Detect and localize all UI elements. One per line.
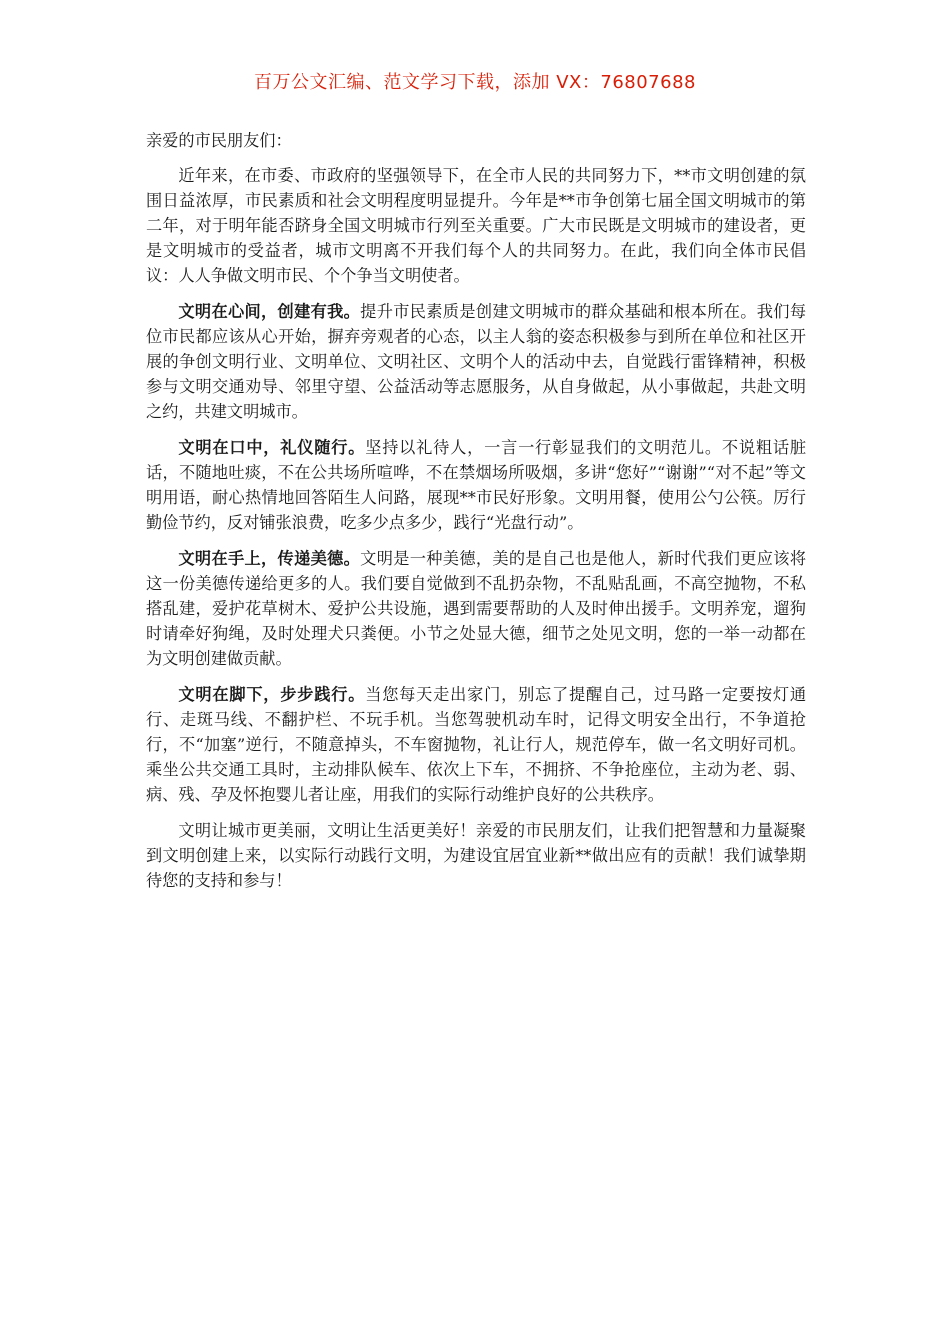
intro-paragraph: 近年来，在市委、市政府的坚强领导下，在全市人民的共同努力下，**市文明创建的氛围日益浓厚，市民素质和社会文明程度明显提升。今年是**市争创第七届全国文明城市的第二年，对于明年能否跻身全国文明城市行列至关重要。广大市民既是文明城市的建设者，更是文明城市的受益者，城市文明离不开我们每个人的共同努力。在此，我们向全体市民倡议：人人争做文明市民、个个争当文明使者。	[146, 166, 806, 285]
letter-body	[146, 128, 806, 904]
closing-paragraph: 文明让城市更美丽，文明让生活更美好！亲爱的市民朋友们，让我们把智慧和力量凝聚到文明创建上来，以实际行动践行文明，为建设宜居宜业新**做出应有的贡献！我们诚挚期待您的支持和参与！	[146, 821, 806, 890]
section-lead: 文明在心间，创建有我。	[178, 302, 361, 321]
header-watermark-text: 百万公文汇编、范文学习下载，添加 VX：76807688	[254, 72, 696, 93]
section-lead: 文明在口中，礼仪随行。	[178, 438, 366, 457]
section-body: 提升市民素质是创建文明城市的群众基础和根本所在。我们每位市民都应该从心开始，摒弃旁观者的心态，以主人翁的姿态积极参与到所在单位和社区开展的争创文明行业、文明单位、文明社区、文明个人的活动中去，自觉践行雷锋精神，积极参与文明交通劝导、邻里守望、公益活动等志愿服务，从自身做起，从小事做起，共赴文明之约，共建文明城市。	[146, 302, 807, 421]
salutation: 亲爱的市民朋友们：	[146, 131, 292, 150]
section-paragraph-hands	[146, 546, 806, 671]
section-paragraph-feet	[146, 682, 806, 807]
section-body: 文明是一种美德，美的是自己也是他人，新时代我们更应该将这一份美德传递给更多的人。我们要自觉做到不乱扔杂物，不乱贴乱画，不高空抛物，不私搭乱建，爱护花草树木、爱护公共设施，遇到需要帮助的人及时伸出援手。文明养宠，遛狗时请牵好狗绳，及时处理犬只粪便。小节之处显大德，细节之处见文明，您的一举一动都在为文明创建做贡献。	[146, 549, 807, 668]
section-lead: 文明在手上，传递美德。	[178, 549, 361, 568]
section-paragraph-heart	[146, 299, 806, 424]
section-body: 当您每天走出家门，别忘了提醒自己，过马路一定要按灯通行、走斑马线、不翻护栏、不玩手机。当您驾驶机动车时，记得文明安全出行，不争道抢行，不“加塞”逆行，不随意掉头，不车窗抛物，礼让行人，规范停车，做一名文明好司机。乘坐公共交通工具时，主动排队候车、依次上下车，不拥挤、不争抢座位，主动为老、弱、病、残、孕及怀抱婴儿者让座，用我们的实际行动维护良好的公共秩序。	[146, 685, 807, 804]
section-lead: 文明在脚下，步步践行。	[178, 685, 366, 704]
section-paragraph-speech	[146, 435, 806, 535]
section-body: 坚持以礼待人，一言一行彰显我们的文明范儿。不说粗话脏话，不随地吐痰，不在公共场所喧哗，不在禁烟场所吸烟，多讲“您好”“谢谢”“对不起”等文明用语，耐心热情地回答陌生人问路，展现**市民好形象。文明用餐，使用公勺公筷。厉行勤俭节约，反对铺张浪费，吃多少点多少，践行“光盘行动”。	[146, 438, 807, 532]
